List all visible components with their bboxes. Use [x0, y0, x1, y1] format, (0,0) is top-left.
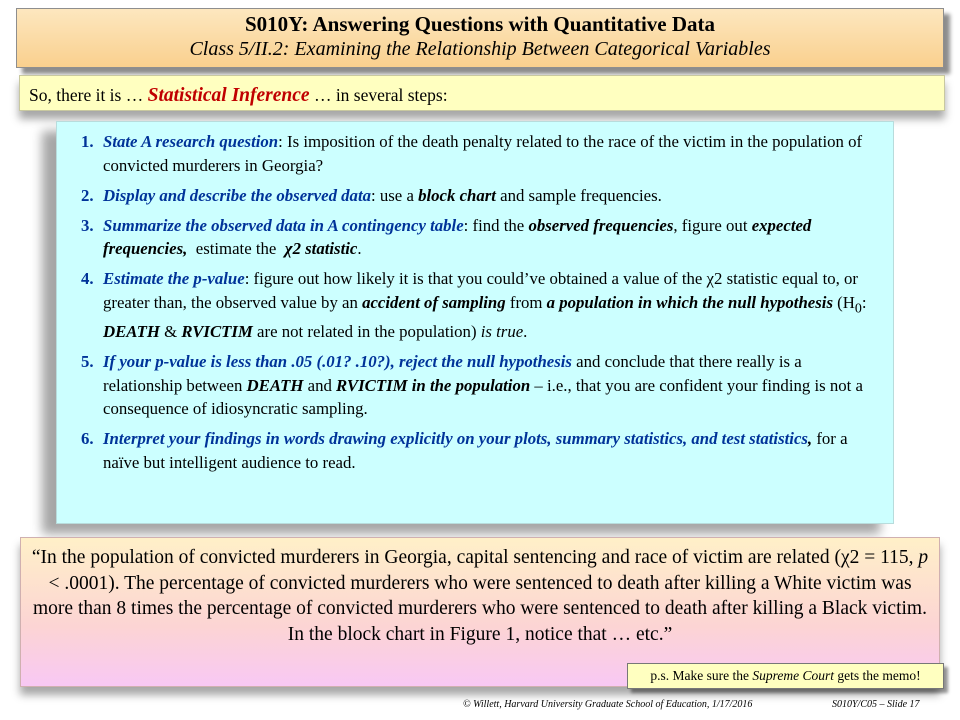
step-text: for a naïve but intelligent audience to read.	[103, 429, 848, 472]
step-number: 6.	[81, 429, 94, 449]
step-emphasis: DEATH	[246, 375, 304, 395]
step-text: .	[523, 322, 528, 342]
step-3	[81, 214, 885, 261]
step-number: 1.	[81, 132, 94, 151]
step-text: &	[159, 322, 182, 342]
step-number: 5.	[81, 352, 94, 372]
step-5	[81, 350, 885, 421]
step-emphasis: ,	[807, 429, 813, 449]
step-text: estimate the	[187, 239, 285, 258]
slide-title-box	[16, 8, 944, 68]
intro-highlight: Statistical Inference	[147, 85, 310, 106]
step-number: 4.	[81, 269, 94, 288]
quote-text: “In the population of convicted murderers in Georgia, capital sentencing and race of victim are related (χ2 = 115,	[31, 547, 919, 568]
step-emphasis: RVICTIM	[181, 322, 253, 342]
step-text: (H	[832, 292, 855, 312]
slide-title: S010Y: Answering Questions with Quantitative Data	[244, 12, 716, 36]
step-heading: Estimate the p-value	[103, 269, 245, 288]
step-1	[81, 130, 885, 177]
step-6	[81, 427, 885, 474]
step-emphasis: DEATH	[103, 322, 160, 342]
slide-subtitle: Class 5/II.2: Examining the Relationship Between Categorical Variables	[189, 38, 771, 60]
step-emphasis: χ2 statistic	[284, 239, 358, 258]
step-4	[81, 267, 885, 344]
ps-text: p.s. Make sure the	[650, 668, 753, 683]
step-heading: Interpret your findings in words drawing explicitly on your plots, summary statistics, and test statistics	[103, 429, 808, 449]
step-2	[81, 184, 885, 208]
step-heading: If your p-value is less than .05 (.01? .10?), reject the null hypothesis	[103, 352, 572, 372]
step-text: : figure out how likely it is that you could’ve obtained a value of the χ2 statistic equal to, or greater than, the observed value by an	[103, 269, 858, 312]
step-text: – i.e., that you are confident your finding is not a consequence of idiosyncratic sampling.	[103, 375, 863, 419]
intro-banner	[19, 75, 945, 111]
ps-note	[627, 663, 944, 689]
step-emphasis: block chart	[418, 185, 496, 205]
ps-text: gets the memo!	[834, 668, 921, 683]
ps-italic: Supreme Court	[752, 668, 834, 683]
step-heading: Summarize the observed data in A contingency table	[103, 215, 464, 235]
quote-italic: p	[918, 547, 929, 568]
step-heading: Display and describe the observed data	[103, 185, 372, 205]
step-text: :	[861, 292, 867, 312]
steps-list	[56, 121, 894, 524]
footer-slide-number: S010Y/C05 – Slide 17	[832, 699, 920, 710]
subscript: 0	[854, 300, 862, 316]
step-text: , figure out	[673, 215, 752, 235]
step-number: 3.	[81, 215, 94, 235]
step-text: : Is imposition of the death penalty related to the race of the victim in the population of convicted murderers in Georgia?	[103, 132, 863, 175]
step-text: and conclude that there really is a relationship between	[103, 352, 802, 395]
step-italic: is true	[480, 322, 524, 342]
step-emphasis: RVICTIM in the population	[336, 375, 531, 395]
step-emphasis: accident of sampling	[362, 292, 506, 312]
step-text: : find the	[463, 215, 529, 235]
intro-text-pre: So, there it is …	[29, 85, 148, 105]
step-text: from	[505, 292, 547, 312]
step-number: 2.	[81, 185, 94, 205]
step-text: : use a	[371, 185, 419, 205]
step-emphasis: observed frequencies	[528, 215, 674, 235]
step-text: and	[303, 375, 337, 395]
step-text: are not related in the population)	[252, 322, 481, 342]
step-text: and sample frequencies.	[495, 185, 662, 205]
step-emphasis: expected frequencies,	[103, 215, 812, 258]
step-text: .	[357, 239, 362, 258]
quote-text: < .0001). The percentage of convicted murderers who were sentenced to death after killing a White victim was more than 8 times the percentage of convicted murderers who were sentenced to death after killing a Black victim. In the block chart in Figure 1, notice that … etc.”	[33, 572, 927, 645]
step-emphasis: a population in which the null hypothesis	[546, 292, 833, 312]
intro-text-post: … in several steps:	[309, 85, 448, 105]
step-heading: State A research question	[103, 132, 279, 151]
footer-copyright: © Willett, Harvard University Graduate School of Education, 1/17/2016	[463, 699, 753, 710]
